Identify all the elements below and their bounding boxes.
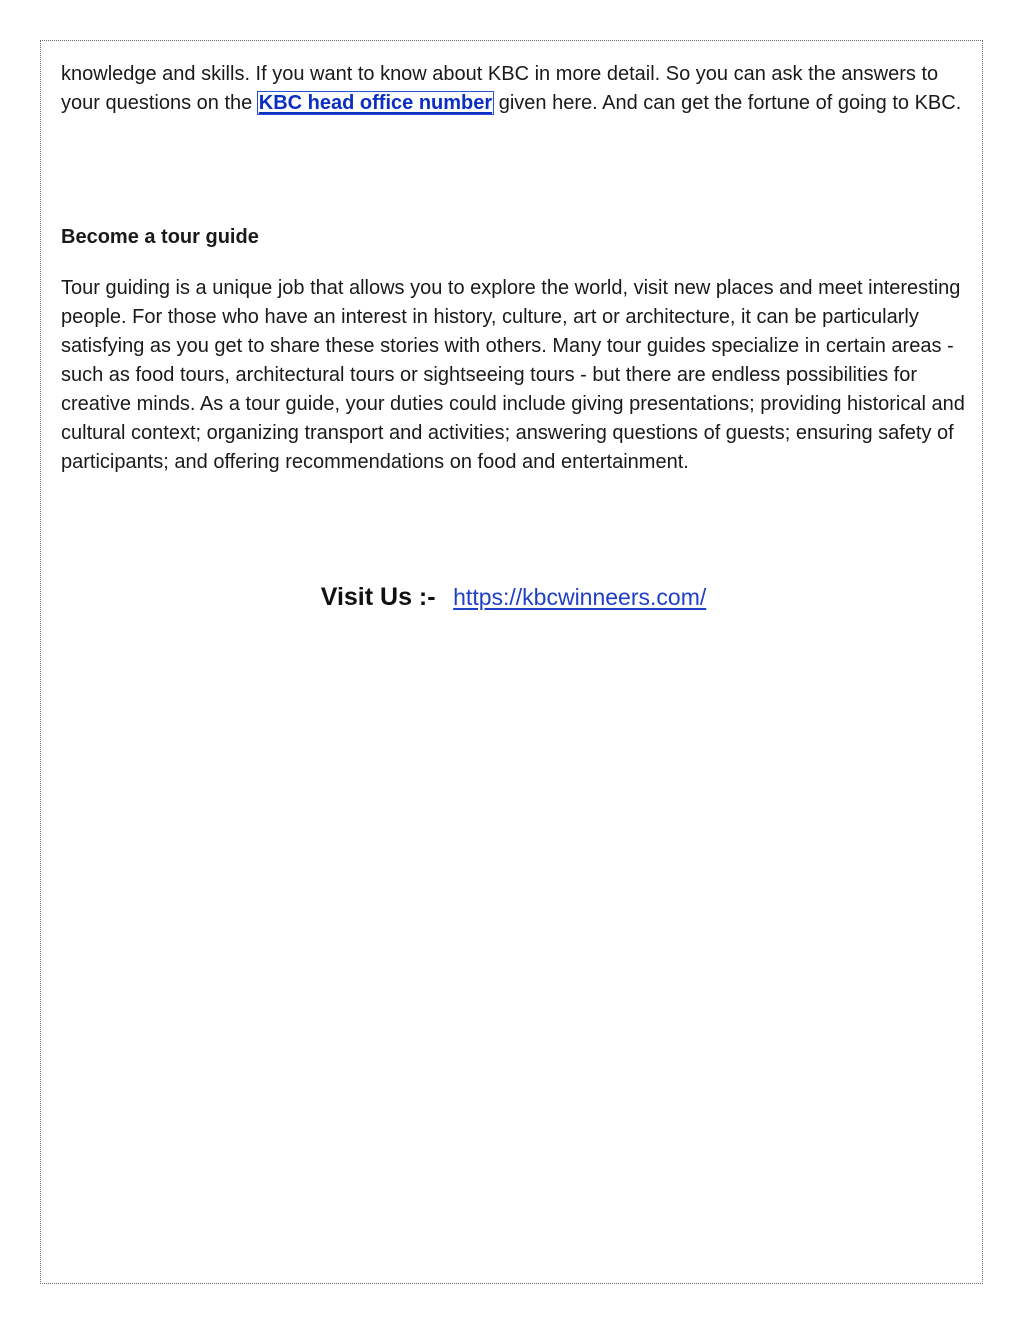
intro-paragraph	[61, 60, 966, 118]
website-link[interactable]: https://kbcwinneers.com/	[453, 584, 707, 610]
intro-text-after: given here. And can get the fortune of going to KBC.	[493, 92, 962, 114]
document-content	[61, 60, 966, 611]
visit-us-row	[61, 583, 966, 614]
intro-text-before: knowledge and skills. If you want to know about KBC in more detail. So you can ask the answers to your questions on the	[61, 63, 939, 114]
section-heading: Become a tour guide	[61, 226, 259, 248]
section-body: Tour guiding is a unique job that allows you to explore the world, visit new places and meet interesting people. For those who have an interest in history, culture, art or architecture, it can be particularly satisfying as you get to share these stories with others. Many tour guides specialize in certain areas - such as food tours, architectural tours or sightseeing tours - but there are endless possibilities for creative minds. As a tour guide, your duties could include giving presentations; providing historical and cultural context; organizing transport and activities; answering questions of guests; ensuring safety of participants; and offering recommendations on food and entertainment.	[61, 277, 965, 473]
kbc-head-office-link[interactable]: KBC head office number	[258, 92, 493, 114]
visit-us-label: Visit Us :-	[320, 583, 436, 611]
